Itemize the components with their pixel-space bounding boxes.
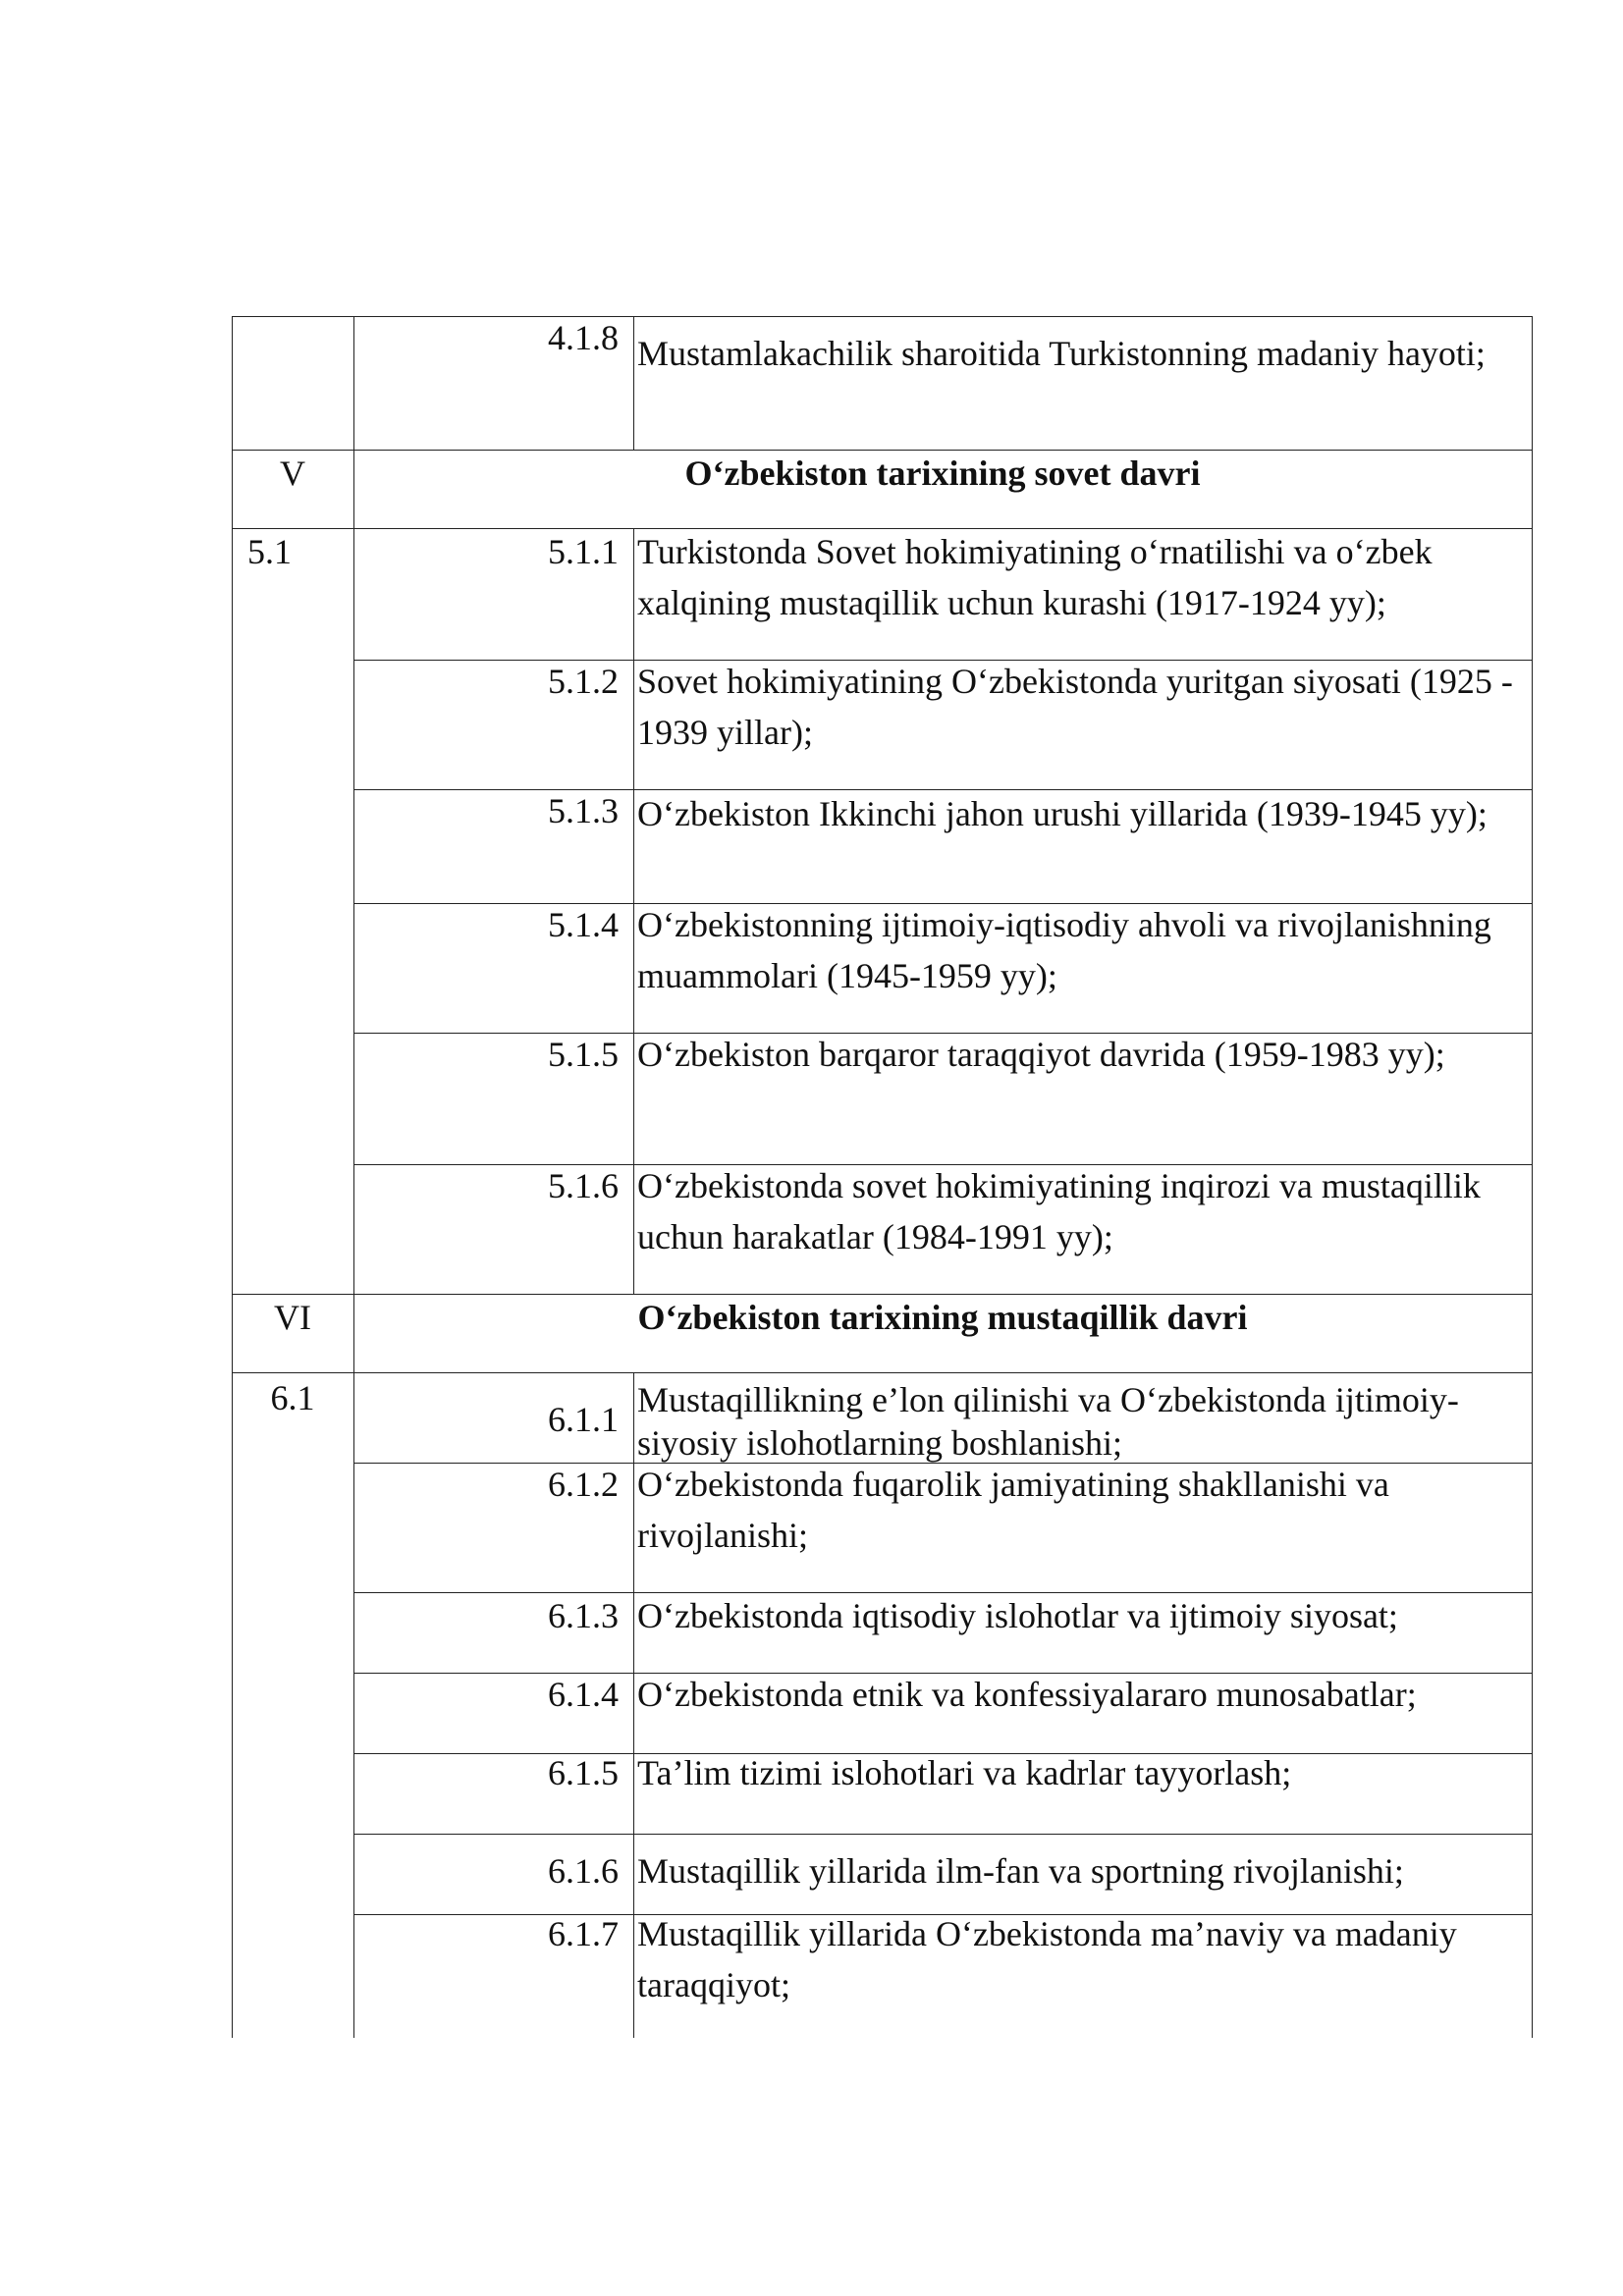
topic-code: 6.1.7	[548, 1914, 619, 1953]
topic-code: 5.1.6	[548, 1166, 619, 1205]
topic-text: O‘zbekistonda sovet hokimiyatining inqirozi va mustaqillik uchun harakatlar (1984-1991 yy);	[637, 1166, 1481, 1256]
topic-code: 5.1.1	[548, 532, 619, 571]
topic-code: 5.1.5	[548, 1035, 619, 1074]
topic-text: O‘zbekiston barqaror taraqqiyot davrida (1959-1983 yy);	[637, 1035, 1445, 1074]
topic-code: 6.1.1	[548, 1400, 619, 1439]
topic-code: 4.1.8	[548, 318, 619, 357]
topic-text: O‘zbekistonning ijtimoiy-iqtisodiy ahvoli va rivojlanishning muammolari (1945-1959 yy);	[637, 905, 1491, 995]
col-border-left	[232, 316, 233, 2038]
topic-text: O‘zbekiston Ikkinchi jahon urushi yillarida (1939-1945 yy);	[637, 794, 1488, 833]
topic-code: 5.1.4	[548, 905, 619, 944]
topic-code: 6.1.3	[548, 1596, 619, 1635]
topic-code: 6.1.2	[548, 1465, 619, 1504]
topic-code: 6.1.4	[548, 1675, 619, 1714]
topic-text: Mustaqillikning e’lon qilinishi va O‘zbekistonda ijtimoiy-siyosiy islohotlarning boshlanishi;	[637, 1380, 1459, 1463]
topic-text: Ta’lim tizimi islohotlari va kadrlar tayyorlash;	[637, 1753, 1292, 1792]
topic-text: Mustaqillik yillarida O‘zbekistonda ma’naviy va madaniy taraqqiyot;	[637, 1914, 1457, 2004]
topic-code: 6.1.5	[548, 1753, 619, 1792]
col-border-2	[633, 1372, 634, 2038]
col-border-2	[633, 528, 634, 1294]
topic-text: O‘zbekistonda etnik va konfessiyalararo munosabatlar;	[637, 1675, 1417, 1714]
topic-text: O‘zbekistonda fuqarolik jamiyatining shakllanishi va rivojlanishi;	[637, 1465, 1389, 1555]
topic-text: Sovet hokimiyatining O‘zbekistonda yuritgan siyosati (1925 - 1939 yillar);	[637, 662, 1513, 752]
col-border-right	[1532, 316, 1533, 2038]
section-title: O‘zbekiston tarixining sovet davri	[684, 454, 1201, 493]
section-number: V	[280, 454, 305, 493]
group-number: 6.1	[270, 1378, 315, 1417]
col-border-2	[633, 316, 634, 450]
topic-code: 5.1.3	[548, 791, 619, 830]
section-number: VI	[274, 1298, 311, 1337]
topic-text: Mustaqillik yillarida ilm-fan va sportning rivojlanishi;	[637, 1851, 1404, 1891]
topic-code: 6.1.6	[548, 1851, 619, 1891]
topic-text: Mustamlakachilik sharoitida Turkistonning madaniy hayoti;	[637, 334, 1486, 373]
topic-text: Turkistonda Sovet hokimiyatining o‘rnatilishi va o‘zbek xalqining mustaqillik uchun kurashi (1917-1924 yy);	[637, 532, 1433, 622]
group-number: 5.1	[247, 532, 292, 571]
section-title: O‘zbekiston tarixining mustaqillik davri	[637, 1298, 1248, 1337]
topic-code: 5.1.2	[548, 662, 619, 701]
curriculum-table	[232, 316, 1533, 2038]
row-border	[232, 1372, 1533, 1373]
topic-text: O‘zbekistonda iqtisodiy islohotlar va ijtimoiy siyosat;	[637, 1596, 1398, 1635]
row-border	[353, 1834, 1533, 1835]
